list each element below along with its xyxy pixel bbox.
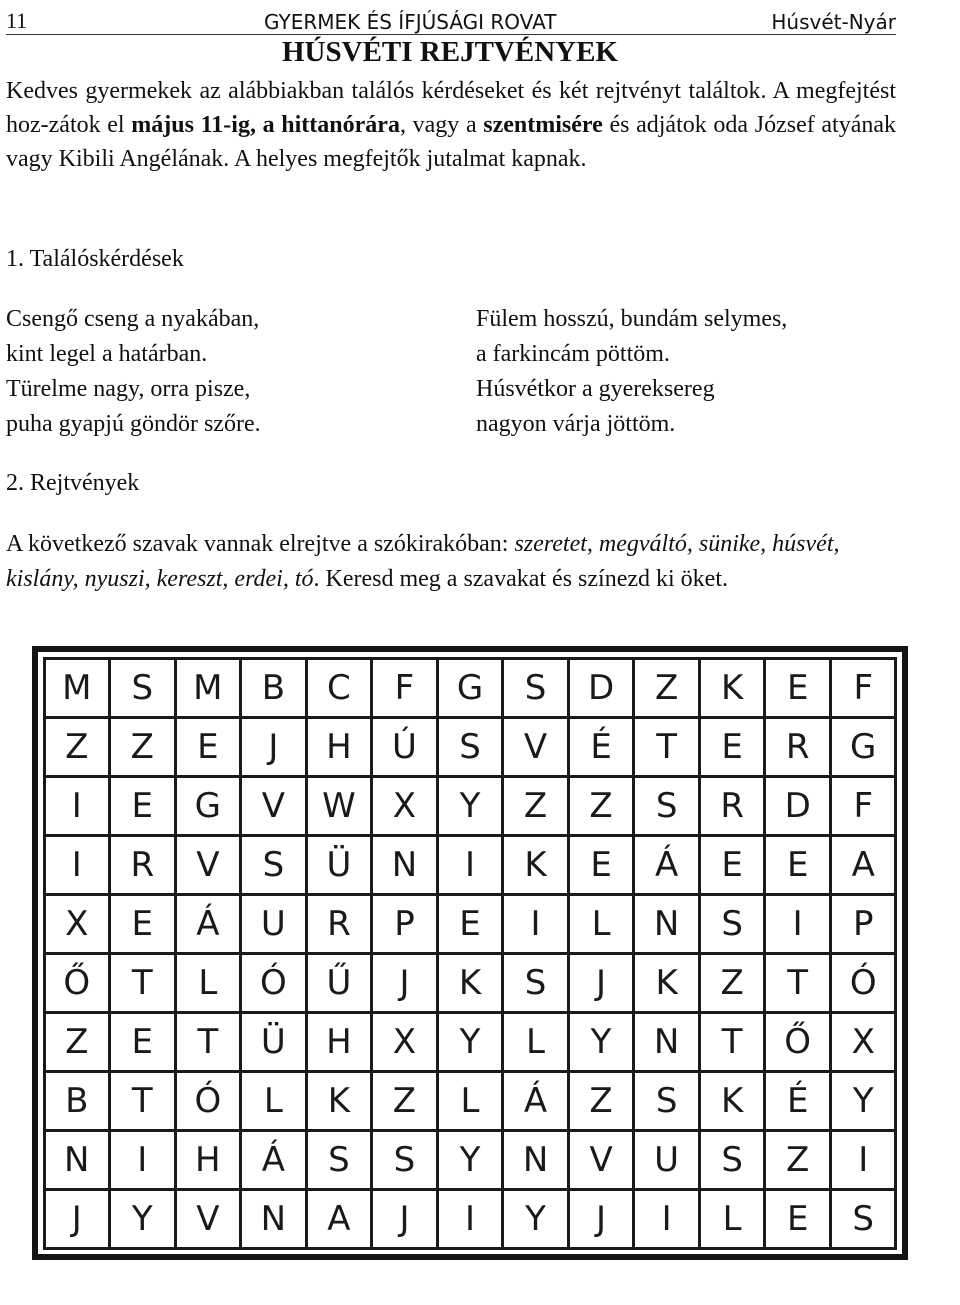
intro-text-2: , vagy a	[399, 112, 484, 138]
grid-cell[interactable]: Z	[108, 716, 177, 778]
grid-cell[interactable]: T	[763, 952, 832, 1014]
grid-cell[interactable]: W	[305, 775, 374, 837]
grid-cell[interactable]: A	[829, 834, 898, 896]
grid-cell[interactable]: E	[698, 834, 767, 896]
grid-cell[interactable]: I	[108, 1129, 177, 1191]
grid-cell[interactable]: É	[763, 1070, 832, 1132]
grid-cell[interactable]: E	[436, 893, 505, 955]
riddle-line: nagyon várja jöttöm.	[476, 411, 676, 437]
grid-cell[interactable]: V	[501, 716, 570, 778]
section-heading-riddles: 1. Találóskérdések	[6, 246, 184, 272]
grid-cell[interactable]: I	[43, 834, 112, 896]
grid-cell[interactable]: E	[108, 893, 177, 955]
page-number: 11	[6, 8, 28, 33]
grid-cell[interactable]: S	[632, 775, 701, 837]
grid-cell[interactable]: E	[698, 716, 767, 778]
grid-cell[interactable]: S	[698, 1129, 767, 1191]
riddle-line: puha gyapjú göndör szőre.	[6, 411, 261, 437]
grid-cell[interactable]: I	[436, 834, 505, 896]
grid-cell[interactable]: I	[632, 1188, 701, 1250]
grid-cell[interactable]: Z	[763, 1129, 832, 1191]
grid-cell[interactable]: S	[501, 952, 570, 1014]
grid-cell[interactable]: V	[174, 1188, 243, 1250]
page-header	[6, 4, 896, 35]
grid-cell[interactable]: X	[43, 893, 112, 955]
grid-cell[interactable]: N	[632, 893, 701, 955]
grid-cell[interactable]: N	[370, 834, 439, 896]
grid-cell[interactable]: R	[763, 716, 832, 778]
grid-cell[interactable]: I	[501, 893, 570, 955]
grid-cell[interactable]: Z	[501, 775, 570, 837]
grid-cell[interactable]: L	[239, 1070, 308, 1132]
grid-cell[interactable]: I	[829, 1129, 898, 1191]
grid-cell[interactable]: T	[698, 1011, 767, 1073]
word-search-grid	[44, 658, 896, 1248]
grid-cell[interactable]: E	[174, 716, 243, 778]
grid-cell[interactable]: Z	[698, 952, 767, 1014]
grid-cell[interactable]: É	[567, 716, 636, 778]
grid-cell[interactable]: E	[763, 1188, 832, 1250]
grid-cell[interactable]: Y	[567, 1011, 636, 1073]
riddle-line: Csengő cseng a nyakában,	[6, 306, 260, 332]
grid-cell[interactable]: E	[763, 834, 832, 896]
grid-cell[interactable]: U	[239, 893, 308, 955]
grid-cell[interactable]: L	[501, 1011, 570, 1073]
grid-cell[interactable]: S	[829, 1188, 898, 1250]
grid-cell[interactable]: K	[305, 1070, 374, 1132]
grid-cell[interactable]: S	[436, 716, 505, 778]
grid-cell[interactable]: A	[305, 1188, 374, 1250]
grid-cell[interactable]: V	[239, 775, 308, 837]
grid-cell[interactable]: F	[829, 657, 898, 719]
grid-cell[interactable]: S	[501, 657, 570, 719]
word-search-puzzle	[32, 646, 908, 1260]
grid-cell[interactable]: S	[108, 657, 177, 719]
grid-cell[interactable]: Y	[829, 1070, 898, 1132]
issue-name: Húsvét-Nyár	[771, 10, 896, 34]
riddle-line: a farkincám pöttöm.	[476, 341, 670, 367]
grid-cell[interactable]: Á	[501, 1070, 570, 1132]
grid-cell[interactable]: Ú	[370, 716, 439, 778]
grid-cell[interactable]: Z	[567, 1070, 636, 1132]
intro-text-3: és adjátok oda József atyának vagy Kibili Angélának. A helyes megfejtők jutalmat kapnak.	[6, 112, 897, 172]
grid-cell[interactable]: K	[698, 1070, 767, 1132]
grid-cell[interactable]: L	[567, 893, 636, 955]
grid-cell[interactable]: D	[567, 657, 636, 719]
grid-cell[interactable]: X	[370, 1011, 439, 1073]
grid-cell[interactable]: Á	[174, 893, 243, 955]
grid-cell[interactable]: T	[108, 952, 177, 1014]
grid-cell[interactable]: K	[501, 834, 570, 896]
grid-cell[interactable]: N	[239, 1188, 308, 1250]
grid-cell[interactable]: Ü	[305, 834, 374, 896]
grid-cell[interactable]: S	[305, 1129, 374, 1191]
grid-cell[interactable]: P	[370, 893, 439, 955]
grid-cell[interactable]: V	[174, 834, 243, 896]
grid-cell[interactable]: L	[436, 1070, 505, 1132]
grid-cell[interactable]: H	[174, 1129, 243, 1191]
intro-text-1: Kedves gyermekek az alábbiakban találós kérdéseket és két rejtvényt találtok. A megfejtést hoz-zátok el	[6, 78, 896, 138]
grid-cell[interactable]: Ű	[305, 952, 374, 1014]
grid-cell[interactable]: F	[829, 775, 898, 837]
intro-mass: szentmisére	[483, 112, 603, 138]
grid-cell[interactable]: Á	[632, 834, 701, 896]
grid-cell[interactable]: H	[305, 716, 374, 778]
grid-cell[interactable]: E	[763, 657, 832, 719]
riddle-sheep	[6, 302, 261, 442]
task-word-list: szeretet, megváltó, sünike, húsvét, kislány, nyuszi, kereszt, erdei, tó	[6, 531, 840, 592]
grid-cell[interactable]: N	[501, 1129, 570, 1191]
grid-cell[interactable]: S	[239, 834, 308, 896]
grid-cell[interactable]: E	[567, 834, 636, 896]
riddle-line: Húsvétkor a gyereksereg	[476, 376, 715, 402]
grid-cell[interactable]: B	[239, 657, 308, 719]
grid-cell[interactable]: J	[43, 1188, 112, 1250]
grid-cell[interactable]: J	[239, 716, 308, 778]
grid-cell[interactable]: Z	[567, 775, 636, 837]
section-title: GYERMEK ÉS ÍFJÚSÁGI ROVAT	[264, 10, 557, 34]
grid-cell[interactable]: T	[108, 1070, 177, 1132]
grid-cell[interactable]: E	[108, 1011, 177, 1073]
grid-cell[interactable]: X	[370, 775, 439, 837]
grid-cell[interactable]: M	[174, 657, 243, 719]
riddle-bunny	[476, 302, 787, 442]
grid-cell[interactable]: S	[370, 1129, 439, 1191]
grid-cell[interactable]: Z	[632, 657, 701, 719]
grid-cell[interactable]: Y	[436, 1129, 505, 1191]
grid-cell[interactable]: T	[174, 1011, 243, 1073]
grid-cell[interactable]: L	[174, 952, 243, 1014]
grid-cell[interactable]: J	[567, 952, 636, 1014]
riddle-line: Fülem hosszú, bundám selymes,	[476, 306, 788, 332]
grid-cell[interactable]: S	[632, 1070, 701, 1132]
grid-cell[interactable]: G	[436, 657, 505, 719]
grid-cell[interactable]: Z	[370, 1070, 439, 1132]
grid-cell[interactable]: V	[567, 1129, 636, 1191]
grid-cell[interactable]: F	[370, 657, 439, 719]
grid-cell[interactable]: Ő	[43, 952, 112, 1014]
grid-cell[interactable]: G	[829, 716, 898, 778]
word-search-instructions	[6, 527, 896, 597]
grid-cell[interactable]: D	[763, 775, 832, 837]
grid-cell[interactable]: B	[43, 1070, 112, 1132]
grid-cell[interactable]: J	[370, 952, 439, 1014]
riddle-line: Türelme nagy, orra pisze,	[6, 376, 251, 402]
grid-cell[interactable]: J	[567, 1188, 636, 1250]
grid-cell[interactable]: G	[174, 775, 243, 837]
grid-cell[interactable]: Ó	[829, 952, 898, 1014]
grid-cell[interactable]: N	[632, 1011, 701, 1073]
grid-cell[interactable]: Y	[436, 775, 505, 837]
grid-cell[interactable]: P	[829, 893, 898, 955]
grid-cell[interactable]: C	[305, 657, 374, 719]
grid-cell[interactable]: Ő	[763, 1011, 832, 1073]
grid-cell[interactable]: R	[305, 893, 374, 955]
grid-cell[interactable]: X	[829, 1011, 898, 1073]
grid-cell[interactable]: Z	[43, 716, 112, 778]
grid-cell[interactable]: R	[698, 775, 767, 837]
grid-cell[interactable]: Y	[501, 1188, 570, 1250]
grid-cell[interactable]: L	[698, 1188, 767, 1250]
grid-cell[interactable]: U	[632, 1129, 701, 1191]
grid-cell[interactable]: K	[698, 657, 767, 719]
grid-cell[interactable]: T	[632, 716, 701, 778]
section-heading-puzzles: 2. Rejtvények	[6, 470, 140, 496]
task-text-end: . Keresd meg a szavakat és színezd ki öket.	[313, 566, 729, 592]
grid-cell[interactable]: E	[108, 775, 177, 837]
riddle-line: kint legel a határban.	[6, 341, 208, 367]
page-title: HÚSVÉTI REJTVÉNYEK	[282, 36, 618, 68]
grid-cell[interactable]: R	[108, 834, 177, 896]
grid-cell[interactable]: I	[763, 893, 832, 955]
grid-cell[interactable]: N	[43, 1129, 112, 1191]
grid-cell[interactable]: Z	[43, 1011, 112, 1073]
grid-cell[interactable]: Ó	[239, 952, 308, 1014]
grid-cell[interactable]: H	[305, 1011, 374, 1073]
grid-cell[interactable]: K	[436, 952, 505, 1014]
grid-cell[interactable]: Y	[436, 1011, 505, 1073]
grid-cell[interactable]: J	[370, 1188, 439, 1250]
task-text-start: A következő szavak vannak elrejtve a szókirakóban:	[6, 531, 515, 557]
grid-cell[interactable]: Y	[108, 1188, 177, 1250]
intro-paragraph	[6, 74, 896, 176]
intro-deadline: május 11-ig, a hittanórára	[131, 112, 400, 138]
grid-cell[interactable]: K	[632, 952, 701, 1014]
grid-cell[interactable]: I	[43, 775, 112, 837]
grid-cell[interactable]: M	[43, 657, 112, 719]
grid-cell[interactable]: S	[698, 893, 767, 955]
grid-cell[interactable]: Ó	[174, 1070, 243, 1132]
grid-cell[interactable]: Ü	[239, 1011, 308, 1073]
grid-cell[interactable]: Á	[239, 1129, 308, 1191]
grid-cell[interactable]: I	[436, 1188, 505, 1250]
